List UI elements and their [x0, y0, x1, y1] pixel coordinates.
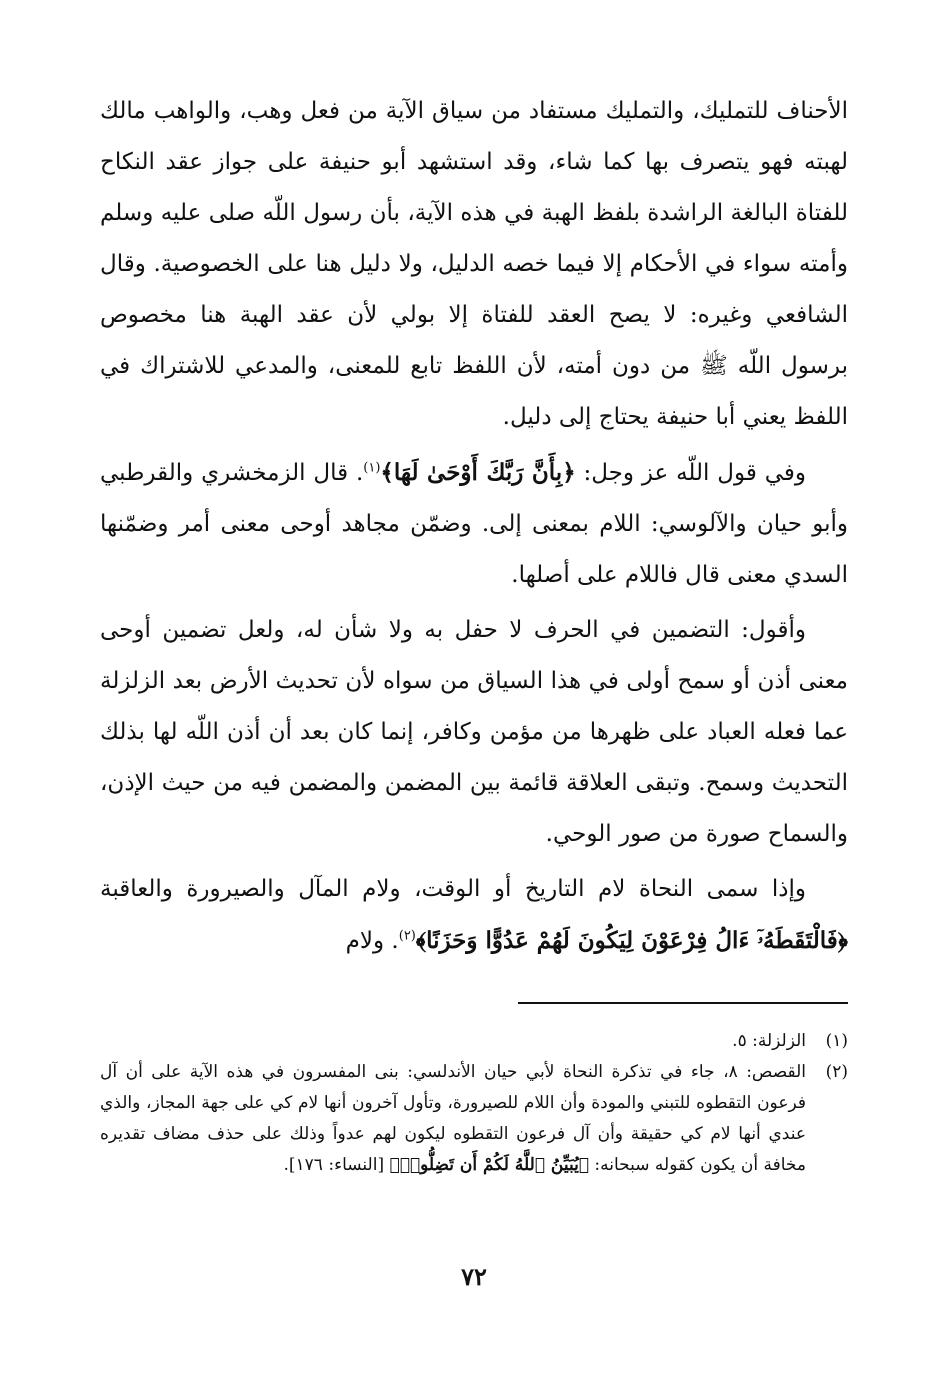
quran-verse-1: ﴿بِأَنَّ رَبَّكَ أَوْحَىٰ لَهَا﴾: [380, 459, 576, 486]
paragraph-4: [100, 864, 848, 967]
footnote-text: [100, 1057, 806, 1181]
paragraph-2-intro: وفي قول اللّه عز وجل:: [575, 460, 806, 486]
paragraph-2-rest: . قال الزمخشري والقرطبي وأبو حيان والآلوسي: اللام بمعنى إلى. وضمّن مجاهد أوحى معنى: [100, 460, 848, 537]
footnote-1: [100, 1026, 848, 1057]
paragraph-4-intro: وإذا سمى النحاة لام التاريخ أو الوقت، ولام المآل والصيرورة والعاقبة: [100, 876, 806, 902]
footnote-number: (٢): [825, 1062, 848, 1082]
footnotes: [100, 1026, 848, 1181]
footnote-2-citation: [النساء: ١٧٦].: [283, 1155, 390, 1175]
footnote-2-body: القصص: ٨، جاء في تذكرة النحاة لأبي حيان الأندلسي: بنى المفسرون في هذه الآية على أن آل فرعون التقطوه للتبني والمودة وأن اللام للصيرورة، وتأول آخرون أنها لام كي على جهة المجاز، والذي عندي أنها لام كي حقيقة وأن آل فرعون التقطوه ليكون لهم عدواً وذلك على حذف مضاف تقديره مخافة أن يكون كقوله سبحانه:: [100, 1062, 807, 1175]
footnote-number: (١): [825, 1031, 848, 1051]
paragraph-2-end: أمر وضمّنها السدي معنى قال فاللام على أصلها.: [100, 511, 848, 588]
footnote-ref-2[interactable]: (٢): [398, 928, 416, 944]
footnote-divider: [518, 1002, 848, 1004]
paragraph-4-rest: . ولام: [345, 928, 399, 954]
body-text: [100, 86, 848, 971]
page-number: ٧٢: [461, 1262, 487, 1291]
footnote-ref-1[interactable]: (١): [363, 460, 381, 476]
paragraph-2: [100, 447, 848, 601]
footnote-2: [100, 1057, 848, 1181]
paragraph-3: وأقول: التضمين في الحرف لا حفل به ولا شأن له، ولعل تضمين أوحى معنى أذن أو سمح أولى في هذا السياق من سواه لأن تحديث الأرض بعد الزلزلة عما فعله العباد على ظهرها من مؤمن وكافر، إنما كان بعد أن أذن اللّه لها بذلك التحديث وسمح. وتبقى العلاقة قائمة بين المضمن والمضمن فيه من حيث الإذن، والسماح صورة من صور الوحي.: [100, 617, 848, 847]
footnote-text: الزلزلة: ٥.: [732, 1031, 806, 1051]
quran-verse-2: ﴿فَالْتَقَطَهُۥٓ ءَالُ فِرْعَوْنَ لِيَكُونَ لَهُمْ عَدُوًّا وَحَزَنًا﴾: [415, 927, 848, 954]
quran-verse-3: ﴿يُبَيِّنُ ٱللَّهُ لَكُمْ أَن تَضِلُّوا۟﴾: [389, 1155, 590, 1175]
paragraph-1: الأحناف للتمليك، والتمليك مستفاد من سياق الآية من فعل وهب، والواهب مالك لهبته فهو يتصرف بها كما شاء، وقد استشهد أبو حنيفة على جواز عقد النكاح للفتاة البالغة الراشدة بلفظ الهبة في هذه الآية، بأن رسول اللّه صلى عليه وسلم وأمته سواء في الأحكام إلا فيما خصه الدليل، ولا دليل هنا على الخصوصية. وقال الشافعي وغيره: لا يصح العقد للفتاة إلا بولي لأن عقد الهبة هنا مخصوص برسول اللّه ﷺ من دون أمته، لأن اللفظ تابع للمعنى، والمدعي للاشتراك في اللفظ يعني أبا حنيفة يحتاج إلى دليل.: [100, 98, 848, 430]
